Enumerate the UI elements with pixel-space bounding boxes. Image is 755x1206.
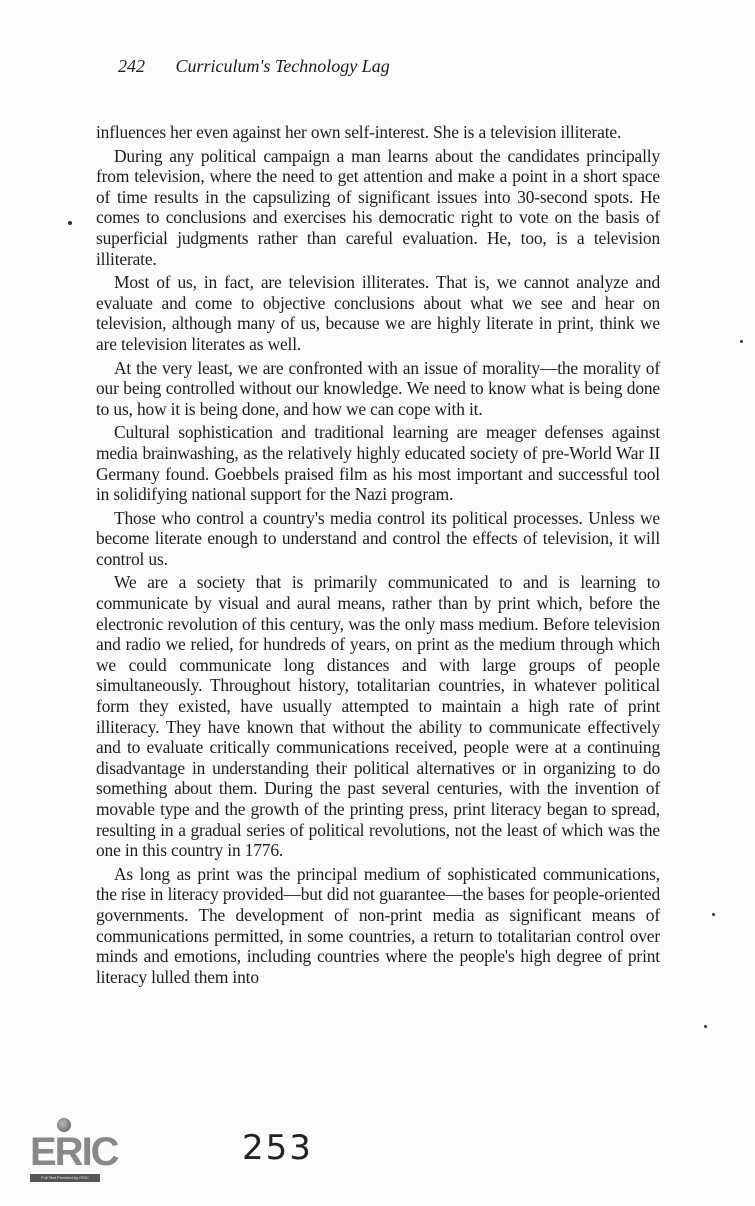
paragraph: During any political campaign a man learns about the candidates principally from television, where the need to get attention and make a point in a short space of time results in the capsulizing of significant issues into 30-second spots. He comes to conclusions and exercises his democratic right to vote on the basis of superficial judgments rather than careful evaluation. He, too, is a television illiterate. <box>96 145 660 269</box>
scan-speck <box>704 1025 707 1028</box>
paragraph: As long as print was the principal medium of sophisticated communications, the rise in literacy provided—but did not guarantee—the bases for people-oriented governments. The development of non-print media as significant means of communications permitted, in some countries, a return to totalitarian control over minds and emotions, including countries where the people's high degree of print literacy lulled them into <box>96 863 660 987</box>
scan-speck <box>740 340 743 343</box>
paragraph: Most of us, in fact, are television illiterates. That is, we cannot analyze and evaluate and come to objective conclusions about what we see and hear on television, although many of us, because we are highly literate in print, think we are television literates as well. <box>96 272 660 354</box>
scan-speck <box>68 221 72 225</box>
paragraph: At the very least, we are confronted with an issue of morality—the morality of our being controlled without our knowledge. We need to know what is being done to us, how it is being done, and how we can cope with it. <box>96 357 660 419</box>
page-number: 242 <box>118 56 145 76</box>
paragraph: Those who control a country's media control its political processes. Unless we become literate enough to understand and control the effects of television, it will control us. <box>96 507 660 569</box>
logo-subtext: Full Text Provided by ERIC <box>30 1174 100 1182</box>
running-title: Curriculum's Technology Lag <box>175 56 390 76</box>
paragraph: influences her even against her own self-interest. She is a television illiterate. <box>96 122 622 142</box>
scan-speck <box>712 913 715 916</box>
eric-logo <box>30 1118 118 1184</box>
body-text <box>96 122 660 987</box>
logo-wordmark: ERIC <box>30 1130 118 1174</box>
paragraph: We are a society that is primarily communicated to and is learning to communicate by visual and aural means, rather than by print which, before the electronic revolution of this century, was the only mass medium. Before television and radio we relied, for hundreds of years, on print as the medium through which we could communicate long distances and with large groups of people simultaneously. Throughout history, totalitarian countries, in whatever political form they existed, have usually attempted to maintain a high rate of print illiteracy. They have known that without the ability to communicate effectively and to evaluate critically communications received, people were at a continuing disadvantage in understanding their political alternatives or in organizing to do something about them. During the past several centuries, with the invention of movable type and the growth of the printing press, print literacy began to spread, resulting in a gradual series of political revolutions, not the least of which was the one in this country in 1776. <box>96 572 660 861</box>
running-header <box>118 56 390 77</box>
page-stamp-number: 253 <box>242 1128 313 1168</box>
paragraph: Cultural sophistication and traditional learning are meager defenses against media brainwashing, as the relatively highly educated society of pre-World War II Germany found. Goebbels praised film as his most important and successful tool in solidifying national support for the Nazi program. <box>96 422 660 505</box>
